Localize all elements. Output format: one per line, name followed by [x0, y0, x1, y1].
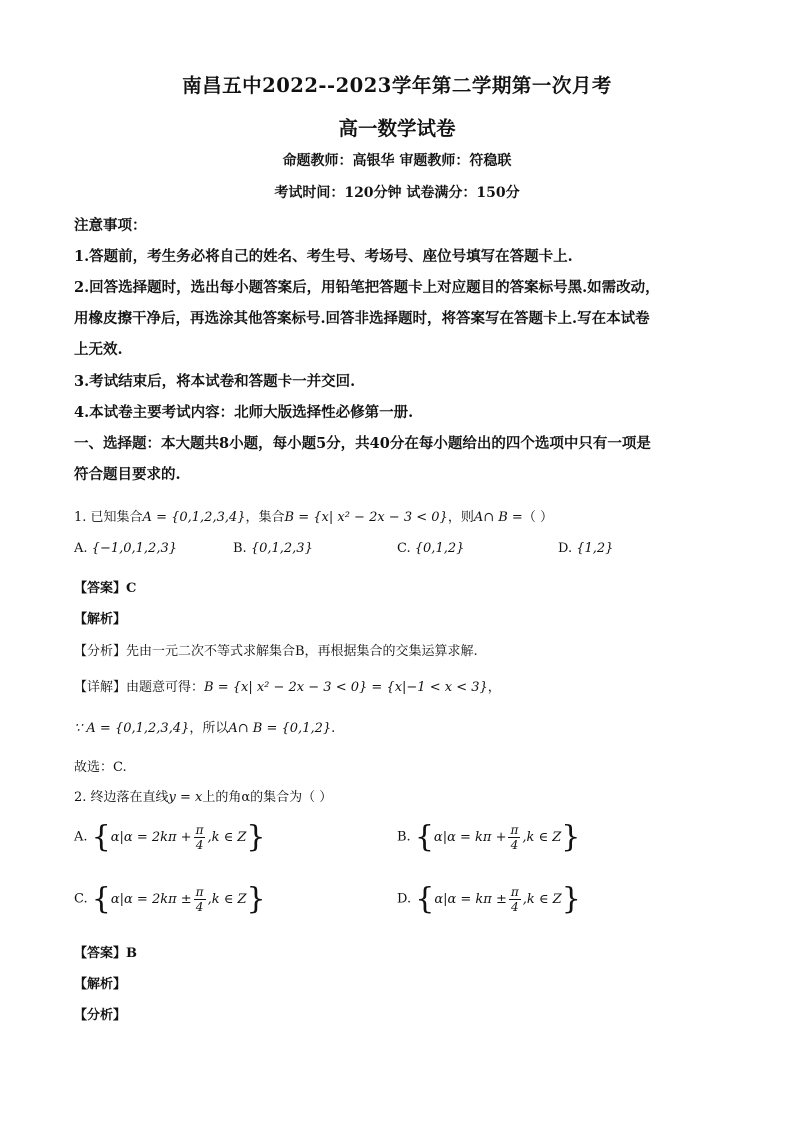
note-item-2-cont: 用橡皮擦干净后，再选涂其他答案标号.回答非选择题时，将答案写在答题卡上.写在本试卷: [74, 310, 650, 327]
frac-denominator: 4: [195, 837, 204, 852]
frac-numerator: π: [510, 822, 519, 837]
q2-option-d: D. {α|α = kπ ± $\frac{\pi}{4}$ ,k ∈ Z}: [397, 881, 581, 916]
q2-option-a-frac: [194, 823, 206, 852]
frac-numerator: π: [195, 822, 204, 837]
q1-mid: ，集合: [245, 510, 285, 525]
note-item-3: 3.考试结束后，将本试卷和答题卡一并交回.: [74, 373, 356, 390]
q2-option-b-right: ,k ∈ Z: [522, 829, 562, 845]
teachers-line: 命题教师：高银华 审题教师：符稳联: [282, 153, 512, 169]
q1-set-a: A = {0,1,2,3,4}: [142, 510, 246, 525]
q1-because-result: A∩ B = {0,1,2}: [228, 721, 332, 736]
q2-option-d-label: D.: [397, 891, 412, 907]
q1-because-mid: ，所以: [189, 721, 229, 736]
q2-analysis-label: 【解析】: [74, 977, 127, 992]
q2-option-a-right: ,k ∈ Z: [207, 829, 247, 845]
q1-option-d-value: {1,2}: [576, 541, 614, 556]
q1-option-c-label: C.: [397, 541, 411, 556]
q2-option-d-right: ,k ∈ Z: [522, 891, 562, 907]
q2-option-a-label: A.: [74, 829, 88, 845]
q1-paren: （ ）: [522, 510, 553, 525]
q2-option-a: A. {α|α = 2kπ + $\frac{\pi}{4}$ ,k ∈ Z}: [74, 819, 266, 854]
q2-prefix: 2. 终边落在直线: [74, 790, 169, 805]
q2-option-d-left: α|α = kπ ±: [434, 891, 507, 907]
q1-expr: A∩ B =: [473, 510, 523, 525]
frac-numerator: π: [195, 884, 204, 899]
q1-option-a: [74, 541, 177, 556]
frac-numerator: π: [510, 884, 519, 899]
q1-answer: 【答案】C: [74, 581, 137, 596]
section-heading-cont: 符合题目要求的.: [74, 466, 181, 483]
q2-line-expr: y = x: [168, 790, 203, 805]
q2-option-b-left: α|α = kπ +: [433, 829, 507, 845]
q2-suffix: 上的角α的集合为（ ）: [202, 790, 333, 805]
q1-analysis-label: 【解析】: [74, 612, 127, 627]
note-item-2-end: 上无效.: [74, 341, 123, 358]
note-item-2: 2.回答选择题时，选出每小题答案后，用铅笔把答题卡上对应题目的答案标号黑.如需改动，: [74, 279, 660, 296]
frac-denominator: 4: [510, 837, 519, 852]
q1-set-b: B = {x| x² − 2x − 3 < 0}: [284, 510, 448, 525]
q1-option-b: [233, 541, 313, 556]
q1-detail-suffix: ，: [487, 680, 501, 695]
question-2: [74, 786, 332, 805]
q1-suffix: ，则: [447, 510, 474, 525]
q1-choose: 故选：C.: [74, 760, 127, 775]
q1-because-expr: ∵ A = {0,1,2,3,4}: [74, 721, 190, 736]
note-item-1: 1.答题前，考生务必将自己的姓名、考生号、考场号、座位号填写在答题卡上.: [74, 248, 573, 265]
q2-option-c-left: α|α = 2kπ ±: [110, 891, 192, 907]
q1-because: [74, 717, 335, 736]
note-item-4: 4.本试卷主要考试内容：北师大版选择性必修第一册.: [74, 404, 414, 421]
q1-option-d: [558, 541, 613, 556]
q1-detail: [74, 676, 501, 695]
q2-option-c-label: C.: [74, 891, 88, 907]
q1-detail-expr: B = {x| x² − 2x − 3 < 0} = {x|−1 < x < 3}: [204, 680, 488, 695]
q2-option-a-left: α|α = 2kπ +: [110, 829, 192, 845]
q2-option-c: C. {α|α = 2kπ ± $\frac{\pi}{4}$ ,k ∈ Z}: [74, 881, 266, 916]
q1-option-d-label: D.: [558, 541, 573, 556]
q1-option-a-value: {−1,0,1,2,3}: [91, 541, 177, 556]
q2-option-c-frac: [194, 885, 206, 914]
exam-info-line: 考试时间：120分钟 试卷满分：150分: [274, 185, 520, 201]
q1-detail-prefix: 【详解】由题意可得：: [74, 680, 205, 695]
q2-option-b-frac: [508, 823, 520, 852]
q2-fenxi-label: 【分析】: [74, 1008, 127, 1023]
q1-prefix: 1. 已知集合: [74, 510, 143, 525]
q1-option-c-value: {0,1,2}: [414, 541, 465, 556]
q2-option-b-label: B.: [397, 829, 411, 845]
question-1: [74, 506, 553, 525]
frac-denominator: 4: [195, 899, 204, 914]
q1-fenxi: 【分析】先由一元二次不等式求解集合B，再根据集合的交集运算求解.: [74, 644, 478, 659]
frac-denominator: 4: [511, 899, 519, 914]
exam-subtitle: 高一数学试卷: [338, 117, 456, 140]
q1-option-b-value: {0,1,2,3}: [250, 541, 313, 556]
notes-heading: 注意事项：: [74, 217, 147, 234]
q2-option-c-right: ,k ∈ Z: [207, 891, 247, 907]
q2-answer: 【答案】B: [74, 946, 137, 961]
exam-title: 南昌五中2022--2023学年第二学期第一次月考: [182, 74, 612, 97]
q1-because-end: .: [331, 721, 336, 736]
q2-option-b: B. {α|α = kπ + $\frac{\pi}{4}$ ,k ∈ Z}: [397, 819, 581, 854]
q1-option-c: [397, 541, 464, 556]
q2-option-d-frac: [509, 885, 521, 914]
q1-option-b-label: B.: [233, 541, 247, 556]
section-heading: 一、选择题：本大题共8小题，每小题5分，共40分在每小题给出的四个选项中只有一项是: [74, 435, 651, 452]
q1-option-a-label: A.: [74, 541, 88, 556]
